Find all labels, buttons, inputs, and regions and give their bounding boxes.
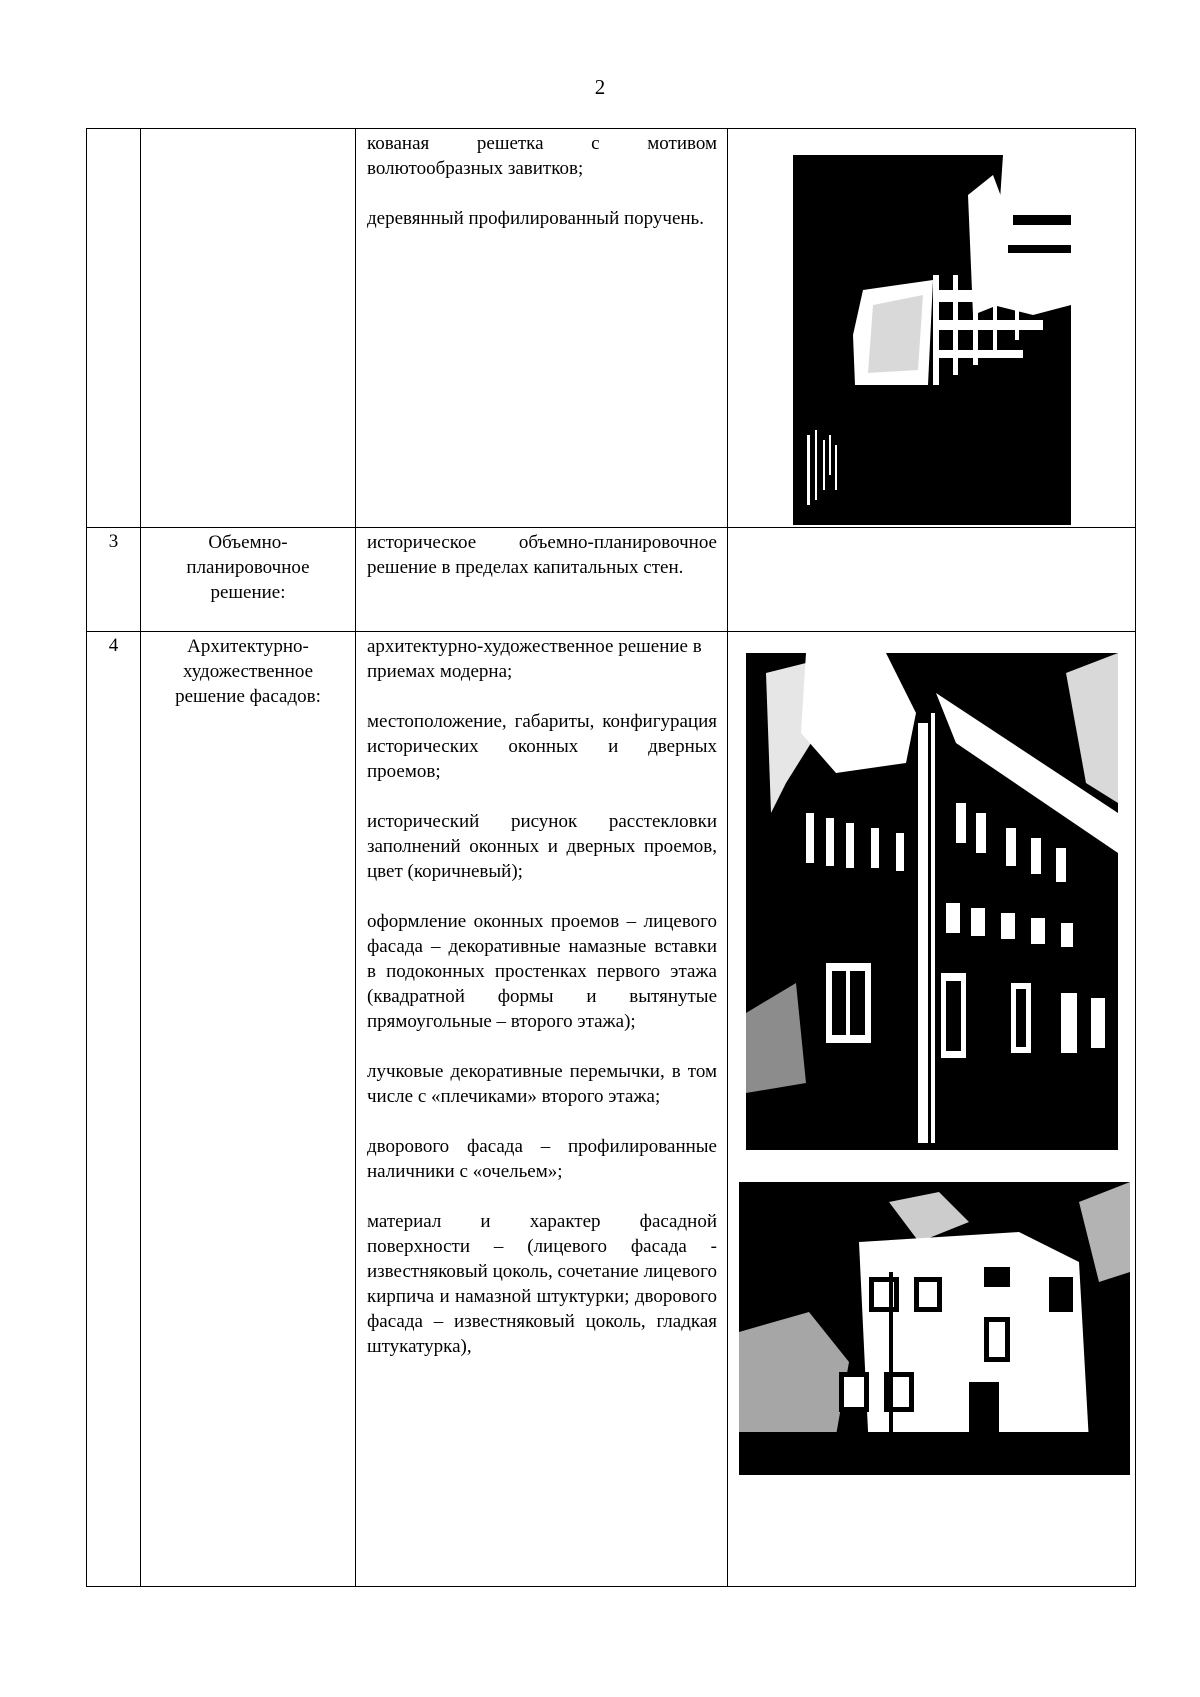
description-paragraph: материал и характер фасадной поверхности – (лицевого фасада - известняковый цоколь, сочетание лицевого кирпича и намазной штуктурки; дворового фасада – известняковый цоколь, гладкая штукатурка), — [367, 1211, 717, 1357]
row-number: 4 — [87, 632, 141, 1587]
table-row — [87, 129, 1136, 528]
description-paragraph: деревянный профилированный поручень. — [367, 208, 704, 229]
row-number: 3 — [87, 528, 141, 632]
protection-subject-table — [86, 128, 1136, 1587]
photo-railing — [793, 155, 1071, 525]
row-number — [87, 129, 141, 528]
row-name — [141, 129, 356, 528]
description-paragraph: архитектурно-художественное решение в приемах модерна; — [367, 636, 702, 682]
row-photos — [728, 632, 1136, 1587]
description-paragraph: историческое объемно-планировочное решение в пределах капитальных стен. — [367, 532, 717, 578]
table-row — [87, 528, 1136, 632]
description-paragraph: лучковые декоративные перемычки, в том числе с «плечиками» второго этажа; — [367, 1061, 717, 1107]
row-description — [356, 632, 728, 1587]
page-number: 2 — [594, 75, 606, 99]
row-description — [356, 528, 728, 632]
row-name: Объемно-планировочное решение: — [141, 528, 356, 632]
table-row — [87, 632, 1136, 1587]
row-photos — [728, 528, 1136, 632]
row-name: Архитектурно-художественное решение фасадов: — [141, 632, 356, 1587]
row-photos — [728, 129, 1136, 528]
description-paragraph: местоположение, габариты, конфигурация исторических оконных и дверных проемов; — [367, 711, 717, 782]
row-description — [356, 129, 728, 528]
description-paragraph: исторический рисунок расстекловки заполнений оконных и дверных проемов, цвет (коричневый); — [367, 811, 717, 882]
description-paragraph: кованая решетка с мотивом волютообразных завитков; — [367, 133, 717, 179]
description-paragraph: оформление оконных проемов – лицевого фасада – декоративные намазные вставки в подоконных простенках первого этажа (квадратной формы и вытянутые прямоугольные – второго этажа); — [367, 911, 717, 1032]
photo-front-facade — [746, 653, 1118, 1150]
photo-courtyard-facade — [739, 1182, 1130, 1475]
description-paragraph: дворового фасада – профилированные наличники с «очельем»; — [367, 1136, 717, 1182]
